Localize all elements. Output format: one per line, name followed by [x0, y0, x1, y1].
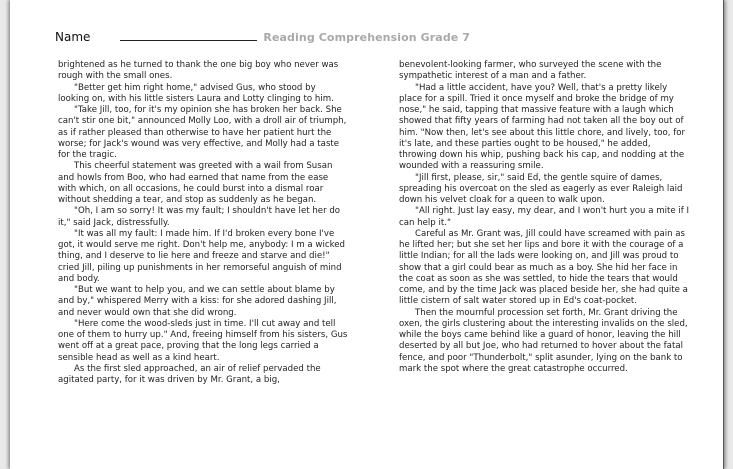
paragraph: brightened as he turned to thank the one big boy who never was rough with the small ones. [58, 60, 339, 82]
paragraph: "But we want to help you, and we can settle about blame by and by," whispered Merry with a kiss: for she adored dashing Jill, and never would own that she did wrong. [58, 285, 337, 318]
paragraph: Careful as Mr. Grant was, Jill could have screamed with pain as he lifted her; but she set her lips and bore it with the courage of a little Indian; for all the lads were looking on, and Jill was proud to show that a girl could bear as much as a boy. She hid her face in the coat as soon as she was settled, to hide the tears that would come, and by the time Jack was placed beside her, she had quite a little cistern of salt water stored up in Ed's coat-pocket. [399, 228, 688, 307]
worksheet-title: Reading Comprehension Grade 7 [263, 31, 471, 44]
left-column [58, 60, 349, 386]
paragraph: Then the mournful procession set forth, Mr. Grant driving the oxen, the girls clustering about the interesting invalids on the sled, while the boys came behind like a guard of honor, leaving the hill deserted by all but Joe, who had returned to hover about the fatal fence, and poor "Thunderbolt," split asunder, lying on the bank to mark the spot where the great catastrophe occurred. [399, 307, 688, 374]
paragraph: "All right. Just lay easy, my dear, and I won't hurt you a mite if I can help it." [399, 206, 690, 228]
name-blank-line [120, 40, 257, 41]
paragraph: "Here come the wood-sleds just in time. I'll cut away and tell one of them to hurry up." And, freeing himself from his sisters, Gus went off at a great pace, proving that the long legs carried a sensible head as well as a kind heart. [58, 318, 348, 363]
name-label: Name [55, 30, 91, 44]
paragraph: "Oh, I am so sorry! It was my fault; I shouldn't have let her do it," said Jack, distressfully. [58, 206, 341, 228]
paragraph: benevolent-looking farmer, who surveyed the scene with the sympathetic interest of a man and a father. [399, 60, 662, 82]
paragraph: "Better get him right home," advised Gus, who stood by looking on, with his little sisters Laura and Lotty clinging to him. [58, 82, 334, 104]
paragraph: "Jill first, please, sir," said Ed, the gentle squire of dames, spreading his overcoat on the sled as eagerly as ever Raleigh laid down his velvet cloak for a queen to walk upon. [399, 172, 683, 205]
paragraph: "Had a little accident, have you? Well, that's a pretty likely place for a spill. Tried it once myself and broke the bridge of my nose," he said, tapping that massive feature with a laugh which showed that fifty years of farming had not taken all the boy out of him. "Now then, let's see about this little chore, and lively, too, for it's late, and these parties ought to be housed," he added, throwing down his whip, pushing back his cap, and nodding at the wounded with a reassuring smile. [399, 82, 686, 172]
worksheet-page [10, 0, 724, 469]
paragraph: As the first sled approached, an air of relief pervaded the agitated party, for it was driven by Mr. Grant, a big, [58, 363, 321, 385]
passage-columns [58, 60, 690, 386]
paragraph: "Take Jill, too, for it's my opinion she has broken her back. She can't stir one bit," announced Molly Loo, with a droll air of triumph, as if rather pleased than otherwise to have her patient hurt the worse; for Jack's wound was very effective, and Molly had a taste for the tragic. [58, 105, 347, 160]
paragraph: This cheerful statement was greeted with a wail from Susan and howls from Boo, who had earned that name from the ease with which, on all occasions, he could burst into a dismal roar without shedding a tear, and stop as suddenly as he began. [58, 161, 333, 205]
worksheet-header [55, 26, 470, 44]
right-column [399, 60, 690, 386]
paragraph: "It was all my fault: I made him. If I'd broken every bone I've got, it would serve me right. Don't help me, anybody: I m a wicked thing, and I deserve to lie here and freeze and starve and die!" cried Jill, piling up punishments in her remorseful anguish of mind and body. [58, 228, 345, 284]
